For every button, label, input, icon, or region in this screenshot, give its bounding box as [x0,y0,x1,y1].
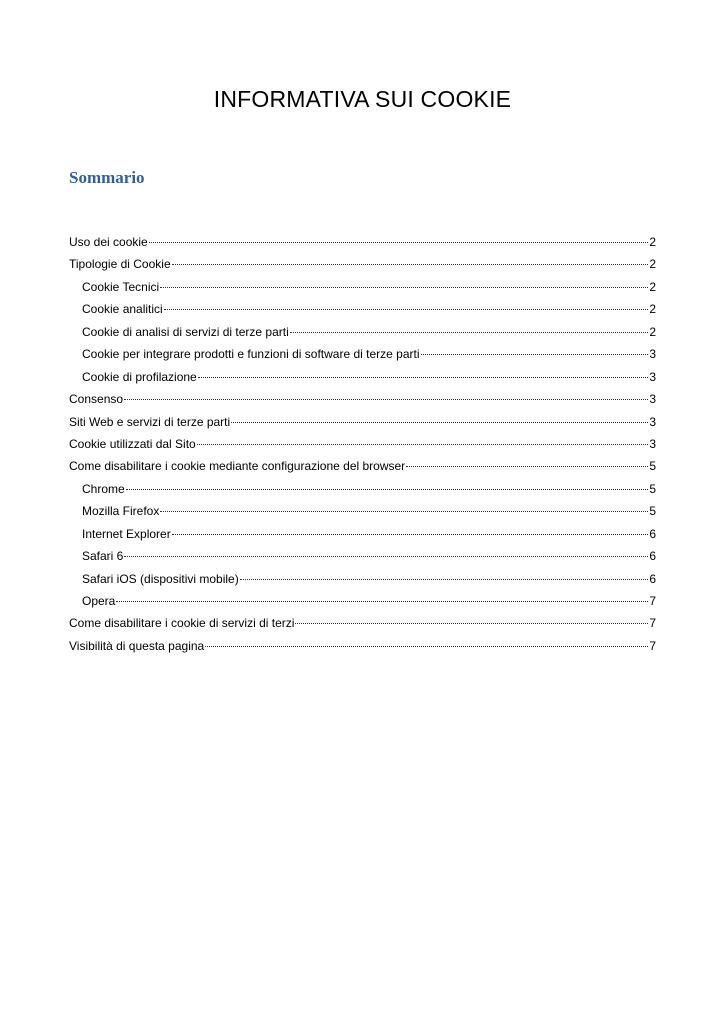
toc-entry[interactable] [69,253,656,275]
toc-page-number: 7 [649,638,656,653]
toc-entry-text: Chrome [82,481,125,496]
toc-dot-leader [164,309,649,310]
toc-entry-text: Cookie utilizzati dal Sito [69,436,196,451]
toc-entry[interactable] [69,388,656,410]
toc-entry[interactable] [69,568,656,590]
toc-entry[interactable] [69,478,656,500]
toc-page-number: 5 [649,504,656,519]
toc-dot-leader [124,556,648,557]
toc-entry[interactable] [69,298,656,320]
toc-entry-text: Uso dei cookie [69,235,148,249]
toc-entry[interactable] [69,343,656,365]
toc-page-number: 3 [649,369,656,384]
toc-entry-text: Cookie analitici [82,302,163,317]
toc-dot-leader [231,422,648,423]
toc-entry[interactable] [69,523,656,545]
toc-entry[interactable] [69,590,656,612]
toc-entry-text: Opera [82,594,116,608]
toc-page-number: 3 [649,392,656,407]
toc-entry[interactable] [69,455,656,477]
toc-dot-leader [406,466,648,467]
toc-dot-leader [172,264,649,265]
toc-page-number: 2 [649,279,656,294]
toc-entry[interactable] [69,321,656,343]
toc-entry[interactable] [69,612,656,634]
toc-page-number: 2 [649,324,656,339]
toc-entry-text: Come disabilitare i cookie di servizi di terzi [69,616,295,631]
toc-entry-text: Come disabilitare i cookie mediante configurazione del browser [69,459,406,474]
toc-entry[interactable] [69,411,656,433]
toc-entry-text: Safari 6 [82,549,124,564]
toc-dot-leader [295,623,648,624]
toc-page-number: 7 [649,594,656,608]
toc-entry[interactable] [69,276,656,298]
toc-entry[interactable] [69,433,656,455]
toc-entry-text: Siti Web e servizi di terze parti [69,414,231,429]
toc-dot-leader [240,579,649,580]
toc-page-number: 3 [649,436,656,451]
toc-page-number: 2 [649,257,656,272]
toc-page-number: 7 [649,616,656,631]
toc-entry-text: Visibilità di questa pagina [69,638,205,653]
toc-page-number: 2 [649,235,656,249]
toc-heading: Sommario [69,168,145,187]
toc-entry[interactable] [69,635,656,657]
toc-entry-text: Consenso [69,392,124,407]
toc-page-number: 3 [649,347,656,362]
toc-dot-leader [421,354,649,355]
toc-page-number: 5 [649,481,656,496]
toc-entry[interactable] [69,500,656,522]
toc-page-number: 6 [649,571,656,586]
toc-dot-leader [205,646,648,647]
toc-entry[interactable] [69,545,656,567]
toc-entry-text: Cookie per integrare prodotti e funzioni di software di terze parti [82,347,420,362]
document-title: INFORMATIVA SUI COOKIE [213,86,512,112]
toc-dot-leader [124,399,648,400]
toc-dot-leader [290,332,649,333]
toc-page-number: 6 [649,526,656,541]
toc-entry-text: Internet Explorer [82,526,171,541]
toc-page-number: 6 [649,549,656,564]
toc-entry-text: Mozilla Firefox [82,504,160,519]
toc-dot-leader [160,511,648,512]
toc-dot-leader [172,534,649,535]
toc-entry-text: Safari iOS (dispositivi mobile) [82,571,239,586]
toc-entry-text: Cookie di profilazione [82,369,197,384]
toc-dot-leader [160,287,648,288]
table-of-contents [69,231,656,657]
toc-page-number: 3 [649,414,656,429]
toc-page-number: 2 [649,302,656,317]
toc-entry-text: Cookie Tecnici [82,279,160,294]
toc-entry-text: Cookie di analisi di servizi di terze parti [82,324,289,339]
toc-dot-leader [197,444,649,445]
toc-dot-leader [116,601,648,602]
toc-entry[interactable] [69,366,656,388]
toc-entry-text: Tipologie di Cookie [69,257,171,272]
toc-entry[interactable] [69,231,656,253]
toc-dot-leader [126,489,649,490]
toc-page-number: 5 [649,459,656,474]
toc-dot-leader [149,242,649,243]
toc-dot-leader [198,377,649,378]
